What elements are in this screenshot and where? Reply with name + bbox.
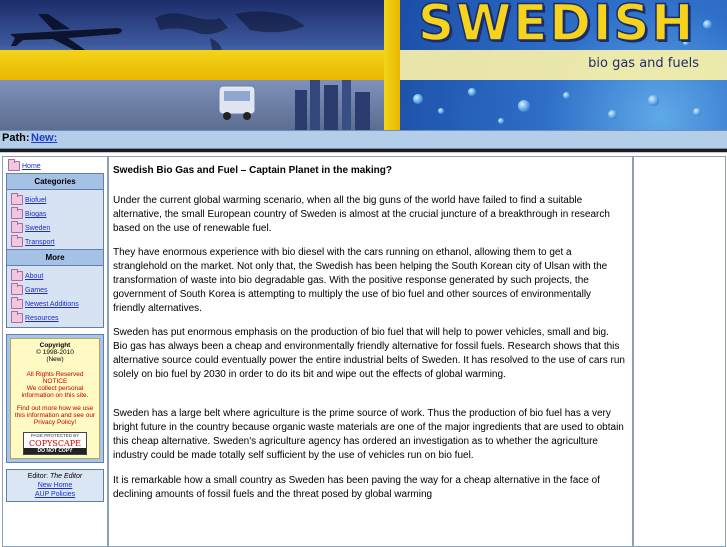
copyright-site: (New) [46, 356, 64, 363]
editor-label: Editor: [27, 473, 48, 480]
copyscape-bottom-text: DO NOT COPY [24, 448, 86, 454]
copyright-title: Copyright [39, 342, 71, 349]
aup-policies-link[interactable]: AUP Policies [34, 491, 76, 498]
folder-icon [11, 223, 23, 233]
sidebar-item-sweden[interactable] [7, 221, 103, 235]
header-banner [0, 0, 727, 130]
copyright-years: © 1998-2010 [36, 349, 74, 356]
copyscape-badge[interactable] [23, 432, 87, 455]
sidebar-item-games[interactable] [7, 283, 103, 297]
copyright-notice [10, 338, 100, 459]
collect-text: We collect personal information on this site. [21, 385, 89, 399]
folder-icon [11, 195, 23, 205]
sidebar-item-transport[interactable] [7, 235, 103, 249]
article-paragraph-1: Under the current global warming scenario, when all the big guns of the world have failed to find a suitable alternative, the small European country of Sweden is almost at the crucial juncture of a breakthrough in research based on the use of renewable fuel. [113, 195, 610, 234]
article-paragraph-5: It is remarkable how a small country as Sweden has been paving the way for a cheap alternative in the face of declining amounts of fossil fuels and the threat posed by global warming [113, 475, 600, 500]
folder-icon [11, 285, 23, 295]
world-map-graphic [150, 8, 310, 52]
truck-icon [215, 82, 260, 122]
editor-line [7, 473, 103, 480]
new-home-link[interactable]: New Home [37, 482, 73, 489]
folder-icon [11, 299, 23, 309]
breadcrumb-link-new[interactable]: New: [31, 132, 58, 144]
article-paragraph-2: They have enormous experience with bio diesel with the cars running on ethanol, allowing them to get a stranglehold on the market. Not only that, the Swedish has been helping the South Korean city of Ulsan with the transformation of waste into bio degradable gas. With the positive response generated by such projects, the government of South Korea is attempting to multiply the use of bio fuel and other sources of environmentally friendly alternatives. [113, 247, 608, 314]
editor-name: The Editor [49, 473, 83, 480]
sidebar-link[interactable]: Newest Additions [25, 301, 79, 308]
copyscape-logo-text: COPYSCAPE [24, 439, 86, 448]
site-logo-subtitle: bio gas and fuels [588, 56, 699, 71]
breadcrumb-label: Path: [2, 132, 30, 144]
sidebar-link[interactable]: Transport [25, 239, 55, 246]
sidebar-link[interactable]: Biogas [25, 211, 47, 218]
site-logo-title: SWEDISH [418, 0, 696, 52]
sidebar-link[interactable]: Biofuel [25, 197, 47, 204]
copyscape-top-text: PAGE PROTECTED BY [24, 433, 86, 439]
editor-box [6, 469, 104, 502]
airplane-icon [8, 10, 128, 55]
sidebar-item-about[interactable] [7, 269, 103, 283]
copyright-box [6, 334, 104, 463]
sidebar-item-resources[interactable] [7, 311, 103, 325]
folder-icon [8, 161, 20, 171]
divider-light [0, 152, 727, 153]
article-paragraph-3: Sweden has put enormous emphasis on the production of bio fuel that will help to power vehicles, small and big. Bio gas has always been a cheap and environmentally friendly alternative for fossil fuels. Research shows that this alternative source could eventually power the entire industrial belts of Sweden. It has resolved to the use of cars run solely on bio fuel by 2030 in order to do its bit and wipe out the effects of global warming. [113, 327, 625, 380]
folder-icon [11, 313, 23, 323]
rights-text: All Rights Reserved [26, 371, 84, 378]
right-sidebar [633, 156, 726, 547]
sidebar-home-row [3, 157, 107, 173]
sidebar-item-biogas[interactable] [7, 207, 103, 221]
breadcrumb [0, 130, 727, 149]
categories-box [6, 173, 104, 328]
sidebar-item-biofuel[interactable] [7, 193, 103, 207]
sidebar-item-newest-additions[interactable] [7, 297, 103, 311]
folder-icon [11, 209, 23, 219]
categories-heading: Categories [7, 174, 103, 190]
left-sidebar [2, 156, 108, 547]
sidebar-link[interactable]: Sweden [25, 225, 51, 232]
more-heading: More [7, 249, 103, 266]
folder-icon [11, 271, 23, 281]
folder-icon [11, 237, 23, 247]
article-paragraph-4: Sweden has a large belt where agriculture is the prime source of work. Thus the production of bio fuel has a very bright future in the country because organic waste materials are one of the major ingredients that are used to obtain this cheap alternative. Sweden's agriculture agency has ordered an investigation as to whether the agriculture industry could be made totally self sufficient by the use of vehicles run on bio fuel. [113, 408, 624, 461]
article-title: Swedish Bio Gas and Fuel – Captain Planet in the making? [113, 165, 392, 176]
sidebar-link[interactable]: Games [25, 287, 48, 294]
sidebar-link[interactable]: About [25, 273, 44, 280]
sidebar-link-home[interactable]: Home [22, 163, 41, 170]
main-article [108, 156, 633, 547]
flag-yellow-band-vertical [384, 0, 400, 130]
privacy-text[interactable]: Find out more how we use this information and see our Privacy Policy! [14, 405, 96, 426]
notice-label: NOTICE [42, 378, 68, 385]
sidebar-link[interactable]: Resources [25, 315, 59, 322]
